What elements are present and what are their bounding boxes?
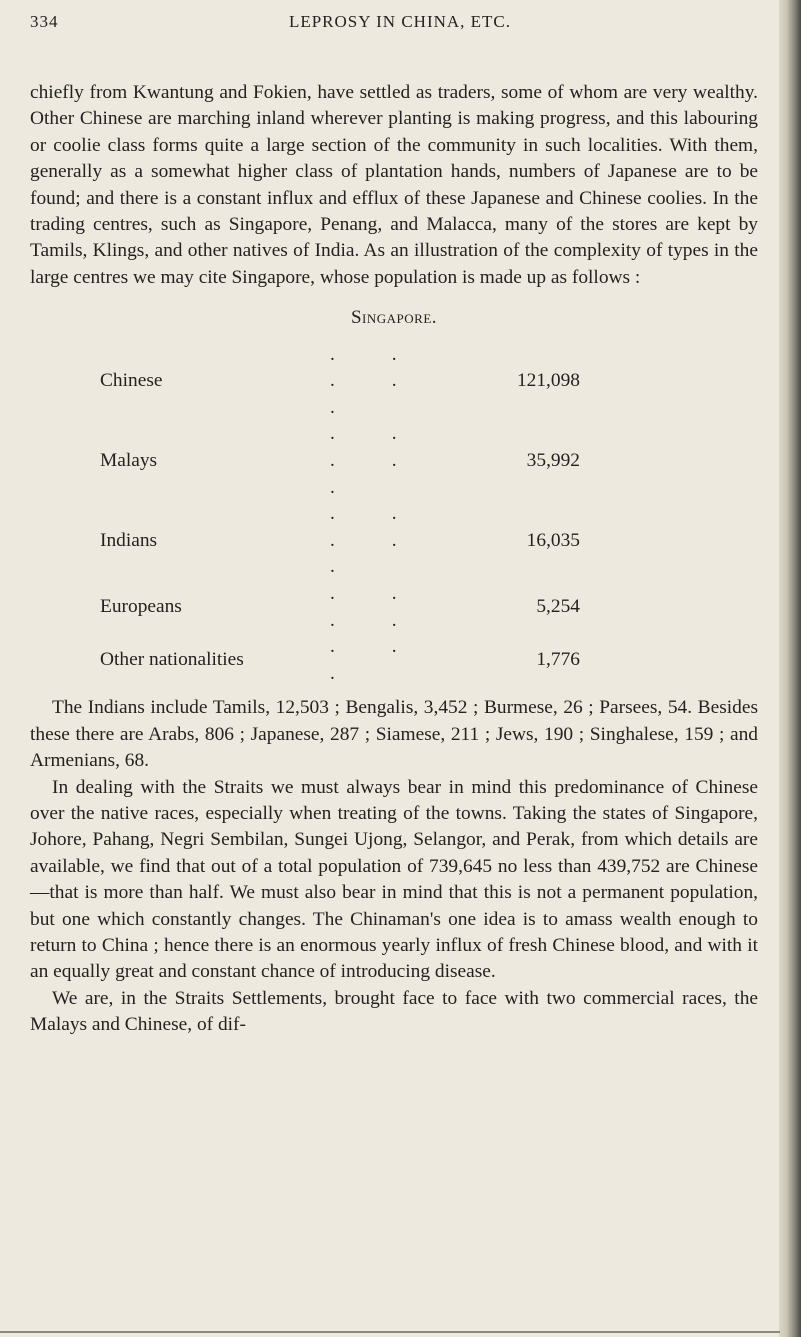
- leader-dots: . . . . .: [330, 503, 423, 578]
- leader-dots: . . . .: [330, 583, 423, 631]
- row-label: Chinese: [100, 370, 163, 392]
- row-value: 35,992: [526, 450, 580, 472]
- row-label: Indians: [100, 529, 158, 551]
- table-row: [100, 501, 580, 581]
- running-head: LEPROSY IN CHINA, ETC.: [288, 12, 512, 31]
- page-header: [30, 12, 770, 42]
- leader-dots: . . .: [330, 636, 423, 684]
- page-number: 334: [30, 12, 59, 31]
- table-row: [100, 342, 580, 422]
- row-value: 1,776: [536, 649, 580, 671]
- paragraph-1: chiefly from Kwantung and Fokien, have settled as traders, some of whom are very wealthy. Other Chinese are marching inland wherever planting is making progress, and this labouring or coolie class forms quite a large section of the community in such localities. With them, generally as a somewhat higher class of plantation hands, numbers of Japanese are to be found; and there is a constant influx and efflux of these Japanese and Chinese coolies. In the trading centres, such as Singapore, Penang, and Malacca, many of the stores are kept by Tamils, Klings, and other natives of India. As an illustration of the complexity of types in the large centres we may cite Singapore, whose population is made up as follows :: [30, 82, 758, 288]
- table-title: Singapore.: [350, 307, 438, 329]
- row-value: 16,035: [526, 529, 580, 551]
- row-label: Europeans: [100, 596, 182, 618]
- bottom-rule: [0, 1331, 780, 1333]
- paragraph-4: We are, in the Straits Settlements, brought face to face with two commercial races, the Malays and Chinese, of dif-: [30, 987, 758, 1036]
- paragraph-3: In dealing with the Straits we must always bear in mind this predominance of Chinese over the native races, especially when treating of the towns. Taking the states of Singapore, Johore, Pahang, Negri Sembilan, Sungei Ujong, Selangor, and Perak, from which details are available, we find that out of a total population of 739,645 no less than 439,752 are Chinese—that is more than half. We must also bear in mind that this is not a permanent population, but one which constantly changes. The Chinaman's one idea is to amass wealth enough to return to China ; hence there is an enormous yearly influx of fresh Chinese blood, and with it an equally great and constant chance of introducing disease.: [30, 776, 758, 983]
- body-text: [30, 80, 758, 1039]
- table-row: [100, 634, 580, 687]
- row-value: 121,098: [516, 370, 580, 392]
- leader-dots: . . . . .: [330, 343, 423, 418]
- row-label: Malays: [100, 450, 158, 472]
- row-value: 5,254: [536, 596, 580, 618]
- paragraph-2: The Indians include Tamils, 12,503 ; Bengalis, 3,452 ; Burmese, 26 ; Parsees, 54. Besides these there are Arabs, 806 ; Japanese, 287 ; Siamese, 211 ; Jews, 190 ; Singhalese, 159 ; and Armenians, 68.: [30, 697, 758, 772]
- population-table: [100, 342, 580, 688]
- table-row: [100, 581, 580, 634]
- row-label: Other nationalities: [100, 649, 244, 671]
- page-edge-shadow: [779, 0, 801, 1337]
- leader-dots: . . . . .: [330, 423, 423, 498]
- table-row: [100, 421, 580, 501]
